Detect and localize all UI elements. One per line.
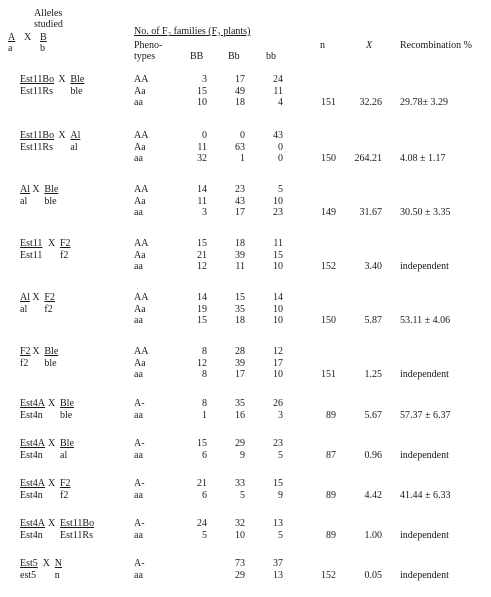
- count-bb: 10: [273, 369, 283, 380]
- count-Bb: 63: [235, 141, 245, 153]
- cross-symbol: X: [32, 292, 40, 303]
- allele-a-dominant: Est11: [20, 238, 43, 249]
- count-bb: 10: [273, 315, 283, 326]
- value-recombination: 41.44 ± 6.33: [400, 489, 451, 501]
- allele-a-dominant: Al: [20, 292, 30, 303]
- value-recombination: 4.08 ± 1.17: [400, 153, 446, 164]
- count-BB: 21: [197, 478, 207, 489]
- count-bb: 11: [273, 85, 283, 97]
- allele-a-recessive: Est11Rs: [20, 85, 53, 97]
- count-BB: 15: [197, 438, 207, 449]
- value-chi-square: 264.21: [354, 153, 382, 164]
- cross-symbol: X: [58, 74, 66, 85]
- count-Bb: 0: [240, 130, 245, 141]
- value-chi-square: 32.26: [359, 97, 382, 108]
- count-bb: 11: [273, 238, 283, 249]
- phenotype-label: AA: [134, 292, 149, 303]
- cross-symbol: X: [32, 346, 40, 357]
- count-BB: 24: [197, 518, 207, 529]
- count-Bb: 11: [235, 261, 245, 272]
- count-bb: 37: [273, 558, 283, 569]
- value-chi-square: 5.67: [364, 409, 382, 421]
- count-Bb: 73: [235, 558, 245, 569]
- phenotype-label: A-: [134, 398, 145, 409]
- phenotype-label: aa: [134, 97, 143, 108]
- allele-a-recessive: f2: [20, 357, 29, 369]
- value-n: 89: [326, 409, 336, 421]
- count-Bb: 35: [235, 303, 245, 315]
- count-BB: 5: [202, 529, 207, 541]
- allele-b-dominant: Ble: [44, 346, 59, 357]
- allele-a-dominant: Est5: [20, 558, 38, 569]
- count-Bb: 1: [240, 153, 245, 164]
- count-BB: 8: [202, 346, 207, 357]
- value-chi-square: 3.40: [364, 261, 382, 272]
- allele-b-dominant: Al: [70, 130, 81, 141]
- allele-b-dominant: N: [54, 558, 63, 569]
- count-BB: 21: [197, 249, 207, 261]
- count-BB: 8: [202, 398, 207, 409]
- count-BB: 32: [197, 153, 207, 164]
- count-Bb: 29: [235, 438, 245, 449]
- value-recombination: independent: [400, 261, 449, 272]
- phenotype-label: Aa: [134, 303, 146, 315]
- phenotype-label: AA: [134, 130, 149, 141]
- value-n: 151: [321, 369, 336, 380]
- allele-a-dominant: Est4A: [20, 398, 45, 409]
- count-Bb: 43: [235, 195, 245, 207]
- value-n: 87: [326, 449, 336, 461]
- allele-b-dominant: Ble: [60, 438, 74, 449]
- allele-b-recessive: al: [60, 449, 68, 461]
- header-phenotypes-1: Pheno-: [134, 40, 163, 51]
- count-Bb: 18: [235, 97, 245, 108]
- allele-a-recessive: al: [20, 195, 28, 207]
- header-col-bb: bb: [266, 51, 276, 62]
- phenotype-label: aa: [134, 315, 143, 326]
- phenotype-label: Aa: [134, 195, 146, 207]
- count-Bb: 17: [235, 74, 245, 85]
- count-Bb: 17: [235, 207, 245, 218]
- allele-a-recessive: est5: [20, 569, 37, 581]
- phenotype-label: aa: [134, 369, 143, 380]
- cross-symbol: X: [48, 518, 56, 529]
- phenotype-label: A-: [134, 558, 145, 569]
- count-bb: 10: [273, 195, 283, 207]
- count-BB: 1: [202, 409, 207, 421]
- count-Bb: 49: [235, 85, 245, 97]
- value-recombination: 29.78± 3.29: [400, 97, 448, 108]
- count-BB: 19: [197, 303, 207, 315]
- count-bb: 5: [278, 529, 283, 541]
- allele-b-recessive: n: [54, 569, 60, 581]
- header-col-Bb: Bb: [228, 51, 240, 62]
- phenotype-label: AA: [134, 238, 149, 249]
- allele-b-recessive: ble: [70, 85, 83, 97]
- phenotype-label: aa: [134, 153, 143, 164]
- allele-a-recessive: Est4n: [20, 529, 43, 541]
- value-n: 150: [321, 315, 336, 326]
- header-a-lower: a: [8, 43, 13, 54]
- count-bb: 26: [273, 398, 283, 409]
- count-bb: 4: [278, 97, 283, 108]
- allele-b-recessive: f2: [44, 303, 53, 315]
- count-bb: 13: [273, 518, 283, 529]
- phenotype-label: aa: [134, 409, 143, 421]
- count-bb: 24: [273, 74, 283, 85]
- value-recombination: 57.37 ± 6.37: [400, 409, 451, 421]
- phenotype-label: A-: [134, 518, 145, 529]
- phenotype-label: A-: [134, 478, 145, 489]
- count-Bb: 16: [235, 409, 245, 421]
- value-chi-square: 5.87: [364, 315, 382, 326]
- count-bb: 3: [278, 409, 283, 421]
- allele-a-dominant: Est4A: [20, 518, 45, 529]
- value-chi-square: 1.00: [364, 529, 382, 541]
- phenotype-label: Aa: [134, 249, 146, 261]
- header-b-lower: b: [40, 43, 45, 54]
- allele-b-dominant: Ble: [70, 74, 85, 85]
- count-BB: 3: [202, 74, 207, 85]
- value-n: 152: [321, 569, 336, 581]
- allele-b-recessive: al: [70, 141, 78, 153]
- allele-a-dominant: Est4A: [20, 478, 45, 489]
- phenotype-label: AA: [134, 346, 149, 357]
- phenotype-label: Aa: [134, 85, 146, 97]
- value-recombination: independent: [400, 369, 449, 380]
- cross-symbol: X: [48, 478, 56, 489]
- count-BB: 10: [197, 97, 207, 108]
- value-n: 89: [326, 489, 336, 501]
- header-a-upper: A: [8, 32, 16, 43]
- count-bb: 12: [273, 346, 283, 357]
- count-bb: 23: [273, 207, 283, 218]
- count-BB: 12: [197, 261, 207, 272]
- count-BB: 12: [197, 357, 207, 369]
- count-BB: 8: [202, 369, 207, 380]
- count-Bb: 18: [235, 315, 245, 326]
- header-families-title: No. of F₂ families (F₃ plants): [134, 26, 251, 37]
- allele-a-dominant: Est11Bo: [20, 130, 55, 141]
- value-n: 152: [321, 261, 336, 272]
- count-bb: 0: [278, 141, 283, 153]
- count-bb: 10: [273, 261, 283, 272]
- value-chi-square: 0.05: [364, 569, 382, 581]
- allele-b-recessive: ble: [44, 195, 57, 207]
- cross-symbol: X: [32, 184, 40, 195]
- count-Bb: 15: [235, 292, 245, 303]
- count-bb: 15: [273, 249, 283, 261]
- allele-b-recessive: Est11Rs: [60, 529, 93, 541]
- count-BB: 3: [202, 207, 207, 218]
- allele-b-dominant: F2: [60, 238, 71, 249]
- allele-a-recessive: Est11Rs: [20, 141, 53, 153]
- phenotype-label: AA: [134, 184, 149, 195]
- allele-a-recessive: Est4n: [20, 409, 43, 421]
- allele-b-dominant: Est11Bo: [60, 518, 95, 529]
- count-BB: 15: [197, 315, 207, 326]
- value-recombination: independent: [400, 449, 449, 461]
- value-recombination: independent: [400, 529, 449, 541]
- count-BB: 14: [197, 292, 207, 303]
- count-Bb: 10: [235, 529, 245, 541]
- value-n: 89: [326, 529, 336, 541]
- allele-b-dominant: Ble: [44, 184, 59, 195]
- allele-a-recessive: Est4n: [20, 449, 43, 461]
- count-Bb: 39: [235, 357, 245, 369]
- count-Bb: 32: [235, 518, 245, 529]
- count-BB: 15: [197, 85, 207, 97]
- phenotype-label: aa: [134, 261, 143, 272]
- count-bb: 15: [273, 478, 283, 489]
- count-BB: 0: [202, 130, 207, 141]
- header-col-BB: BB: [190, 51, 204, 62]
- cross-symbol: X: [48, 438, 56, 449]
- phenotype-label: aa: [134, 207, 143, 218]
- count-Bb: 9: [240, 449, 245, 461]
- phenotype-label: A-: [134, 438, 145, 449]
- allele-b-dominant: F2: [60, 478, 71, 489]
- value-n: 149: [321, 207, 336, 218]
- phenotype-label: Aa: [134, 357, 146, 369]
- count-bb: 0: [278, 153, 283, 164]
- header-col-chi: X: [366, 40, 373, 51]
- allele-b-dominant: F2: [44, 292, 55, 303]
- phenotype-label: Aa: [134, 141, 146, 153]
- count-Bb: 29: [235, 569, 245, 581]
- count-Bb: 18: [235, 238, 245, 249]
- allele-b-recessive: f2: [60, 489, 69, 501]
- value-chi-square: 0.96: [364, 449, 382, 461]
- count-BB: 6: [202, 449, 207, 461]
- count-Bb: 35: [235, 398, 245, 409]
- count-Bb: 17: [235, 369, 245, 380]
- phenotype-label: aa: [134, 529, 143, 541]
- count-BB: 14: [197, 184, 207, 195]
- value-chi-square: 4.42: [364, 489, 382, 501]
- phenotype-label: aa: [134, 449, 143, 461]
- allele-a-dominant: Est4A: [20, 438, 45, 449]
- value-n: 151: [321, 97, 336, 108]
- allele-b-recessive: ble: [44, 357, 57, 369]
- count-bb: 9: [278, 489, 283, 501]
- allele-a-recessive: al: [20, 303, 28, 315]
- count-bb: 43: [273, 130, 283, 141]
- count-BB: 6: [202, 489, 207, 501]
- allele-a-recessive: Est4n: [20, 489, 43, 501]
- value-n: 150: [321, 153, 336, 164]
- count-bb: 17: [273, 357, 283, 369]
- cross-symbol: X: [48, 398, 56, 409]
- phenotype-label: aa: [134, 569, 143, 581]
- header-cross: X: [24, 32, 32, 43]
- phenotype-label: AA: [134, 74, 149, 85]
- count-bb: 10: [273, 303, 283, 315]
- count-Bb: 28: [235, 346, 245, 357]
- phenotype-label: aa: [134, 489, 143, 501]
- header-phenotypes-2: types: [134, 51, 156, 62]
- allele-a-dominant: F2: [20, 346, 31, 357]
- cross-symbol: X: [42, 558, 51, 569]
- count-bb: 5: [278, 184, 283, 195]
- allele-b-recessive: f2: [60, 249, 69, 261]
- value-recombination: 30.50 ± 3.35: [400, 207, 451, 218]
- allele-b-recessive: ble: [60, 409, 73, 421]
- value-recombination: independent: [400, 569, 449, 581]
- value-chi-square: 1.25: [364, 369, 382, 380]
- count-BB: 11: [197, 141, 207, 153]
- count-bb: 23: [273, 438, 283, 449]
- value-recombination: 53.11 ± 4.06: [400, 315, 451, 326]
- count-Bb: 33: [235, 478, 245, 489]
- count-bb: 5: [278, 449, 283, 461]
- count-Bb: 39: [235, 249, 245, 261]
- header-col-recomb: Recombination %: [400, 40, 472, 51]
- count-bb: 14: [273, 292, 283, 303]
- value-chi-square: 31.67: [359, 207, 382, 218]
- count-Bb: 5: [240, 489, 245, 501]
- cross-symbol: X: [58, 130, 66, 141]
- header-alleles: Alleles: [34, 8, 63, 19]
- count-bb: 13: [273, 569, 283, 581]
- count-BB: 11: [197, 195, 207, 207]
- allele-a-dominant: Al: [20, 184, 30, 195]
- allele-a-dominant: Est11Bo: [20, 74, 55, 85]
- header-col-n: n: [320, 40, 325, 51]
- count-Bb: 23: [235, 184, 245, 195]
- cross-symbol: X: [48, 238, 56, 249]
- allele-b-dominant: Ble: [60, 398, 74, 409]
- header-studied: studied: [34, 19, 63, 30]
- header-b-upper: B: [40, 32, 47, 43]
- allele-a-recessive: Est11: [20, 249, 43, 261]
- count-BB: 15: [197, 238, 207, 249]
